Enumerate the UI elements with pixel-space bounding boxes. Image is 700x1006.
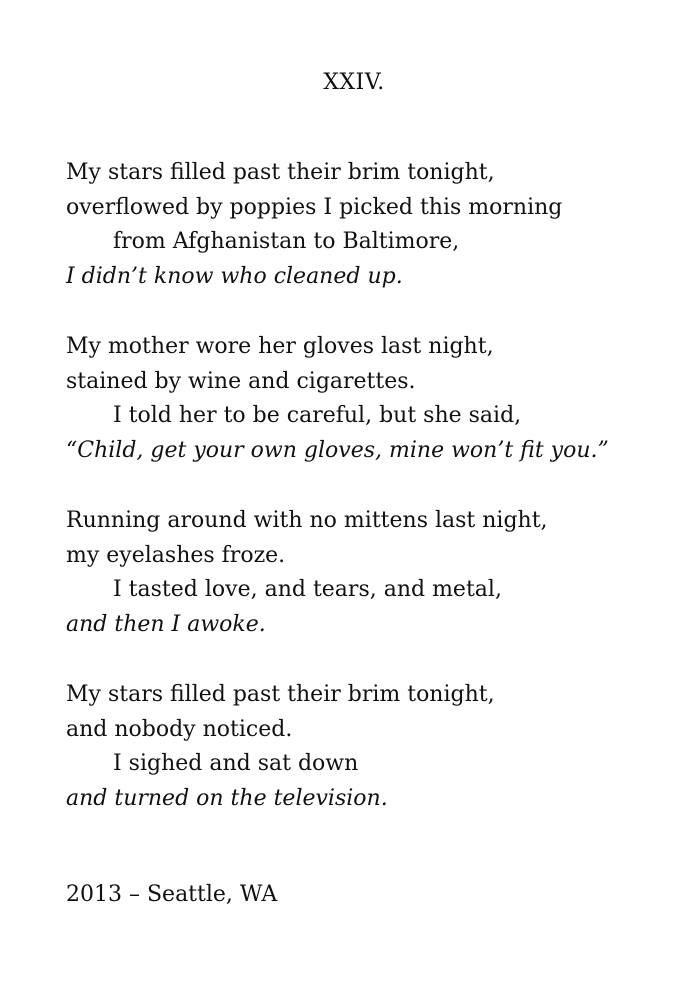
stanza-line-indented: I tasted love, and tears, and metal,	[113, 577, 502, 602]
stanza-line-italic: and turned on the television.	[66, 785, 388, 811]
stanza-line-italic: “Child, get your own gloves, mine won’t fit you.”	[66, 437, 609, 463]
stanza-line: and nobody noticed.	[66, 716, 293, 742]
poem-title: XXIV.	[323, 70, 385, 95]
stanza-line-italic: I didn’t know who cleaned up.	[66, 263, 403, 289]
stanza-line: my eyelashes froze.	[66, 542, 286, 568]
stanza-line-indented: I sighed and sat down	[113, 751, 359, 776]
stanza-1	[66, 156, 686, 294]
stanza-2	[66, 330, 686, 468]
stanza-line: Running around with no mittens last night,	[66, 508, 548, 533]
stanza-line: stained by wine and cigarettes.	[66, 368, 416, 394]
stanza-line-indented: I told her to be careful, but she said,	[113, 403, 522, 428]
stanza-line: My mother wore her gloves last night,	[66, 334, 494, 359]
stanza-4	[66, 678, 686, 816]
stanza-3	[66, 504, 686, 642]
stanza-line-italic: and then I awoke.	[66, 611, 266, 637]
stanza-line-indented: from Afghanistan to Baltimore,	[113, 229, 460, 254]
stanza-line: My stars filled past their brim tonight,	[66, 682, 495, 707]
stanza-line: My stars filled past their brim tonight,	[66, 160, 495, 185]
stanza-line: overflowed by poppies I picked this morning	[66, 194, 563, 220]
poem-footer: 2013 – Seattle, WA	[66, 882, 278, 907]
